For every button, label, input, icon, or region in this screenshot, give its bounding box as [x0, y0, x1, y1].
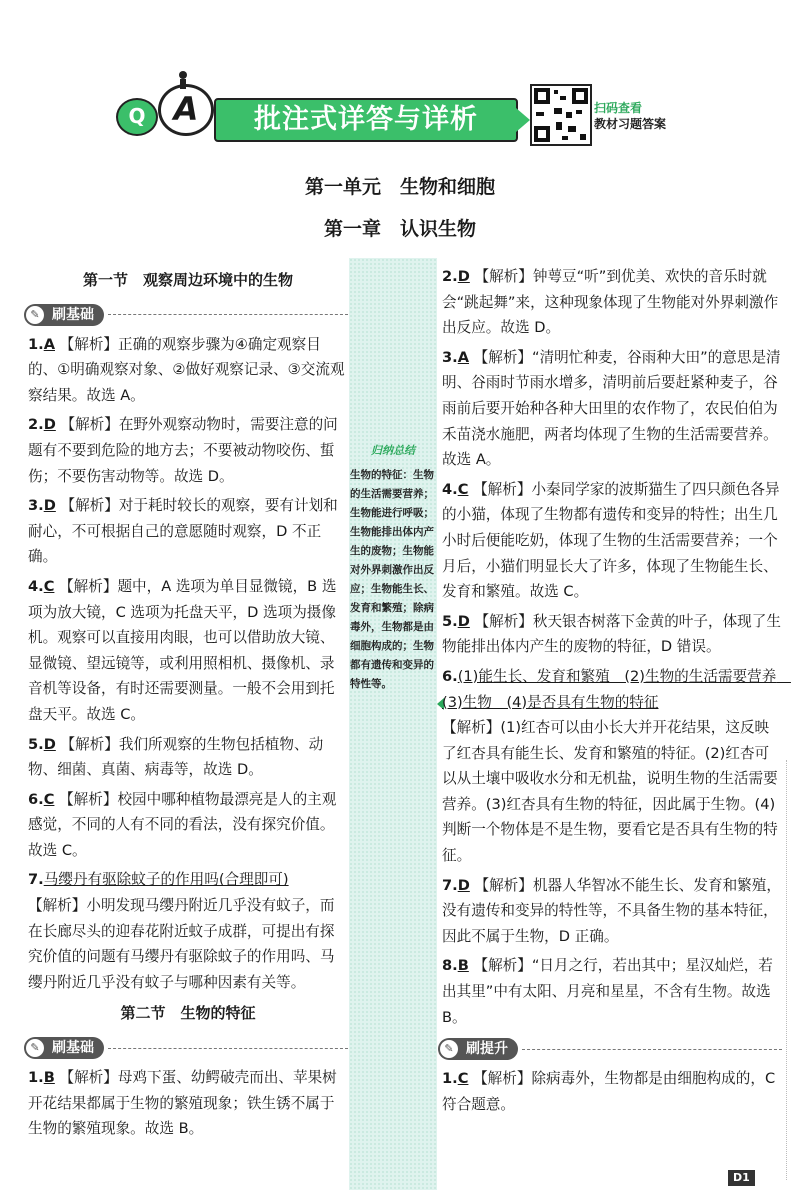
item-answer: B — [43, 1069, 55, 1087]
item-number: 2. — [442, 268, 458, 285]
item-answer: D — [457, 268, 470, 285]
item-explanation: 【解析】“日月之行，若出其中；星汉灿烂，若出其里”中有太阳、月亮和星星，不含有生物。故选 B。 — [442, 957, 773, 1026]
q-bubble-icon: Q — [116, 98, 158, 136]
summary-heading: 归纳总结 — [371, 444, 415, 457]
item-explanation: 【解析】(1)红杏可以由小长大并开花结果，这反映了红杏具有能生长、发育和繁殖的特征。(2)红杏可以从土壤中吸收水分和无机盐，说明生物的生活需要营养。(3)红杏具有生物的特征，因此属于生物。(4)判断一个物体是不是生物，要看它是否具有生物的特征。 — [442, 719, 778, 865]
item-number: 7. — [442, 876, 458, 894]
item-answer: C — [43, 790, 55, 808]
item-number: 5. — [442, 612, 458, 630]
qr-note-line2: 教材习题答案 — [594, 117, 667, 131]
item-number: 6. — [28, 790, 44, 808]
answer-item — [442, 345, 782, 473]
item-number: 4. — [442, 480, 458, 498]
brush-icon: ✎ — [440, 1040, 458, 1058]
tag-row — [28, 300, 348, 330]
chapter-title: 第一章 认识生物 — [323, 218, 476, 240]
item-number: 4. — [28, 577, 44, 595]
item-answer: D — [43, 735, 56, 753]
item-explanation: 【解析】小明发现马缨丹附近几乎没有蚊子，而在长廊尽头的迎春花附近蚊子成群，可提出有探究价值的问题有马缨丹有驱除蚊子的作用吗、马缨丹附近几乎没有蚊子与哪种因素有关等。 — [28, 897, 335, 991]
item-explanation: 【解析】母鸡下蛋、幼鳄破壳而出、苹果树开花结果都属于生物的繁殖现象；铁生锈不属于生物的繁殖现象。故选 B。 — [28, 1069, 337, 1138]
item-answer: A — [457, 348, 469, 366]
item-explanation: 【解析】正确的观察步骤为④确定观察目的、①明确观察对象、②做好观察记录、③交流观察结果。故选 A。 — [28, 335, 345, 404]
item-explanation: 【解析】我们所观察的生物包括植物、动物、细菌、真菌、病毒等，故选 D。 — [28, 735, 324, 779]
tag-label: 刷提升 — [466, 1041, 508, 1058]
item-number: 2. — [28, 416, 44, 434]
tag-row — [442, 1034, 782, 1064]
tag-badge — [24, 1037, 104, 1059]
answer-item — [442, 609, 782, 660]
a-bubble-icon: A — [158, 84, 214, 136]
unit-title: 第一单元 生物和细胞 — [304, 176, 495, 198]
item-explanation: 【解析】秋天银杏树落下金黄的叶子，体现了生物能排出体内产生的废物的特征，D 错误。 — [442, 612, 781, 656]
item-answer: 马缨丹有驱除蚊子的作用吗(合理即可) — [43, 871, 289, 889]
item-number: 3. — [442, 348, 458, 366]
tag-label: 刷基础 — [52, 1040, 94, 1057]
page-edge — [786, 760, 797, 1180]
answer-item — [28, 574, 348, 728]
item-answer: C — [457, 1070, 469, 1088]
item-explanation: 【解析】对于耗时较长的观察，要有计划和耐心，不可根据自己的意愿随时观察，D 不正确。 — [28, 497, 338, 566]
page-title: 批注式详答与详析 — [214, 98, 518, 142]
tag-label: 刷基础 — [52, 306, 94, 323]
item-answer: B — [457, 957, 469, 975]
item-explanation: 【解析】机器人华智冰不能生长、发育和繁殖，没有遗传和变异的特性等，不具备生物的基本特征，因此不属于生物，D 正确。 — [442, 876, 781, 945]
answer-list — [442, 1066, 782, 1117]
item-number: 6. — [442, 667, 458, 685]
tag-row — [28, 1033, 348, 1063]
header-banner — [110, 70, 670, 148]
summary-panel — [349, 258, 437, 1190]
answer-item — [28, 732, 348, 783]
answer-item — [28, 1065, 348, 1142]
item-answer: D — [43, 416, 56, 434]
item-number: 1. — [442, 1070, 458, 1088]
item-explanation: 【解析】小秦同学家的波斯猫生了四只颜色各异的小猫，体现了生物都有遗传和变异的特性；出生几小时后便能吃奶，体现了生物的生活需要营养；一个月后，小猫们明显长大了许多，体现了生物能生长、发育和繁殖。故选 C。 — [442, 480, 780, 601]
summary-text: 生物的特征：生物的生活需要营养；生物能进行呼吸；生物能排出体内产生的废物；生物能对外界刺激作出反应；生物能生长、发育和繁殖；除病毒外，生物都是由细胞构成的；生物都有遗传和变异的特性等。 — [350, 469, 434, 690]
item-answer: D — [457, 612, 470, 630]
item-number: 5. — [28, 735, 44, 753]
brush-icon: ✎ — [26, 1039, 44, 1057]
section-title: 第二节 生物的特征 — [120, 1004, 256, 1023]
item-number: 1. — [28, 1069, 44, 1087]
qr-note-line1: 扫码查看 — [594, 101, 643, 115]
item-explanation: 【解析】钟萼豆“听”到优美、欢快的音乐时就会“跳起舞”来，这种现象体现了生物能对外界刺激作出反应。故选 D。 — [442, 268, 779, 337]
tag-badge — [24, 304, 104, 326]
answer-list — [442, 873, 782, 1031]
tag-badge — [438, 1038, 518, 1060]
section-title: 第一节 观察周边环境中的生物 — [82, 271, 293, 289]
answer-list — [442, 264, 782, 660]
divider — [108, 314, 348, 315]
answer-item — [442, 264, 782, 341]
item-number: 3. — [28, 497, 44, 515]
item-explanation: 【解析】校园中哪种植物最漂亮是人的主观感觉，不同的人有不同的看法，没有探究价值。故选 C。 — [28, 790, 337, 859]
answer-item — [442, 477, 782, 605]
item-answer: A — [43, 335, 55, 353]
answer-item — [28, 332, 348, 409]
page-number: D1 — [728, 1170, 755, 1186]
item-explanation: 【解析】“清明忙种麦，谷雨种大田”的意思是清明、谷雨时节雨水增多，清明前后要赶紧种麦子，谷雨前后要开始种各种大田里的农作物了，农民伯伯为禾苗浇水施肥，两者均体现了生物的生活需要营养。故选 A。 — [442, 348, 781, 469]
answer-item — [28, 867, 348, 995]
divider — [522, 1049, 782, 1050]
person-icon — [172, 70, 194, 92]
item-answer: C — [43, 577, 55, 595]
left-column — [28, 268, 348, 1146]
item-explanation: 【解析】除病毒外，生物都是由细胞构成的，C 符合题意。 — [442, 1070, 776, 1113]
item-explanation: 【解析】题中，A 选项为单目显微镜，B 选项为放大镜，C 选项为托盘天平，D 选项为摄像机。观察可以直接用肉眼，也可以借助放大镜、显微镜、望远镜等，或利用照相机、摄像机、录音机等设备，有时还需要测量。一般不会用到托盘天平。故选 C。 — [28, 577, 337, 723]
item-answer: D — [43, 497, 56, 515]
item-number: 8. — [442, 957, 458, 975]
qr-code-icon[interactable] — [530, 84, 592, 146]
answer-item — [28, 787, 348, 864]
right-column — [442, 262, 791, 1121]
item-answer: (1)能生长、发育和繁殖 (2)生物的生活需要营养 (3)生物 (4)是否具有生物的特征 — [442, 667, 791, 711]
answer-item — [442, 873, 782, 950]
answer-item — [28, 493, 348, 570]
item-answer: D — [457, 876, 470, 894]
qr-note — [594, 100, 666, 132]
item-answer: C — [457, 480, 469, 498]
answer-list — [28, 332, 348, 864]
item-number: 7. — [28, 871, 44, 889]
answer-item — [28, 412, 348, 489]
answer-item — [442, 664, 791, 869]
answer-item — [442, 953, 782, 1030]
item-number: 1. — [28, 335, 44, 353]
brush-icon: ✎ — [26, 306, 44, 324]
item-explanation: 【解析】在野外观察动物时，需要注意的问题有不要到危险的地方去；不要被动物咬伤、蜇伤；不要伤害动物等。故选 D。 — [28, 416, 338, 485]
answer-item — [442, 1066, 782, 1117]
answer-list — [28, 1065, 348, 1142]
divider — [108, 1048, 348, 1049]
